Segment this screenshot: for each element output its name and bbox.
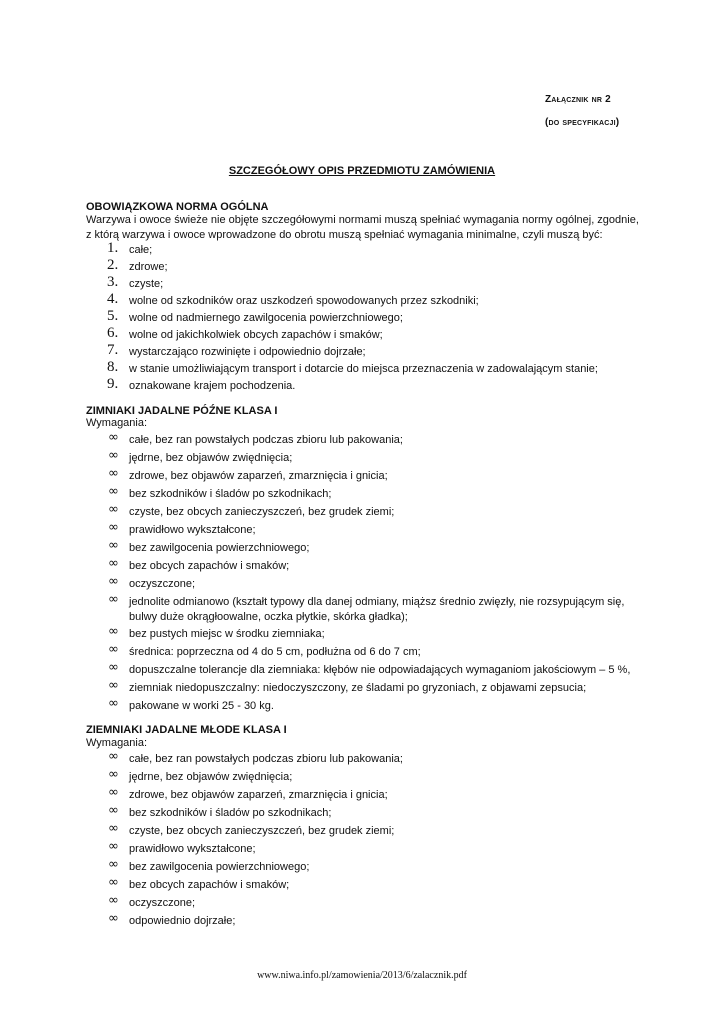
infinity-bullet-icon: ∞	[108, 520, 119, 535]
young-potatoes-heading: ZIEMNIAKI JADALNE MŁODE KLASA I	[86, 724, 287, 736]
list-item-text: całe, bez ran powstałych podczas zbioru lub pakowania;	[129, 753, 403, 765]
list-item-text: jędrne, bez objawów zwiędnięcia;	[129, 452, 293, 464]
infinity-bullet-icon: ∞	[108, 592, 119, 607]
list-item-text: jednolite odmianowo (kształt typowy dla danej odmiany, miąższ średnio zwięzły, nie rozsypującym się, bulwy duże okrągłoowalne, oczka płytkie, skórka gładka);	[129, 596, 625, 623]
list-item-text: wolne od jakichkolwiek obcych zapachów i smaków;	[129, 329, 383, 341]
infinity-bullet-icon: ∞	[108, 893, 119, 908]
list-item-text: pakowane w worki 25 - 30 kg.	[129, 700, 274, 712]
annex-number: Załącznik nr 2	[545, 94, 611, 105]
infinity-bullet-icon: ∞	[108, 678, 119, 693]
infinity-bullet-icon: ∞	[108, 556, 119, 571]
list-item-number: 2.	[107, 257, 119, 273]
general-norm-heading: OBOWIĄZKOWA NORMA OGÓLNA	[86, 201, 269, 213]
list-item-text: całe, bez ran powstałych podczas zbioru lub pakowania;	[129, 434, 403, 446]
list-item-text: całe;	[129, 244, 153, 256]
list-item-text: w stanie umożliwiającym transport i dotarcie do miejsca przeznaczenia w zadowalającym stanie;	[129, 363, 598, 375]
list-item-text: czyste;	[129, 278, 164, 290]
list-item-text: oczyszczone;	[129, 578, 196, 590]
list-item-number: 4.	[107, 291, 119, 307]
young-potatoes-requirements-label: Wymagania:	[86, 737, 148, 749]
list-item-number: 6.	[107, 325, 119, 341]
infinity-bullet-icon: ∞	[108, 803, 119, 818]
list-item-text: zdrowe, bez objawów zaparzeń, zmarznięcia i gnicia;	[129, 470, 388, 482]
infinity-bullet-icon: ∞	[108, 911, 119, 926]
list-item-text: prawidłowo wykształcone;	[129, 843, 256, 855]
infinity-bullet-icon: ∞	[108, 502, 119, 517]
list-item-text: ziemniak niedopuszczalny: niedoczyszczony, ze śladami po gryzoniach, z objawami zepsucia;	[129, 682, 587, 694]
infinity-bullet-icon: ∞	[108, 696, 119, 711]
late-potatoes-requirements-label: Wymagania:	[86, 417, 148, 429]
annex-note: (do specyfikacji)	[545, 117, 620, 128]
list-item-number: 9.	[107, 376, 119, 392]
list-item-text: średnica: poprzeczna od 4 do 5 cm, podłużna od 6 do 7 cm;	[129, 646, 421, 658]
list-item-text: jędrne, bez objawów zwiędnięcia;	[129, 771, 293, 783]
list-item-number: 3.	[107, 274, 119, 290]
infinity-bullet-icon: ∞	[108, 785, 119, 800]
document-title: SZCZEGÓŁOWY OPIS PRZEDMIOTU ZAMÓWIENIA	[228, 165, 496, 177]
list-item-text: zdrowe;	[129, 261, 168, 273]
list-item-text: odpowiednio dojrzałe;	[129, 915, 236, 927]
list-item-text: dopuszczalne tolerancje dla ziemniaka: kłębów nie odpowiadających wymaganiom jakościowym – 5 %,	[129, 664, 631, 676]
list-item-text: czyste, bez obcych zanieczyszczeń, bez grudek ziemi;	[129, 506, 395, 518]
infinity-bullet-icon: ∞	[108, 466, 119, 481]
list-item-text: bez pustych miejsc w środku ziemniaka;	[129, 628, 325, 640]
infinity-bullet-icon: ∞	[108, 538, 119, 553]
list-item-text: prawidłowo wykształcone;	[129, 524, 256, 536]
late-potatoes-heading: ZIMNIAKI JADALNE PÓŹNE KLASA I	[86, 405, 278, 417]
infinity-bullet-icon: ∞	[108, 448, 119, 463]
infinity-bullet-icon: ∞	[108, 624, 119, 639]
list-item-text: bez zawilgocenia powierzchniowego;	[129, 542, 310, 554]
infinity-bullet-icon: ∞	[108, 574, 119, 589]
infinity-bullet-icon: ∞	[108, 875, 119, 890]
list-item-text: oczyszczone;	[129, 897, 196, 909]
infinity-bullet-icon: ∞	[108, 430, 119, 445]
infinity-bullet-icon: ∞	[108, 839, 119, 854]
infinity-bullet-icon: ∞	[108, 749, 119, 764]
list-item-text: czyste, bez obcych zanieczyszczeń, bez grudek ziemi;	[129, 825, 395, 837]
infinity-bullet-icon: ∞	[108, 767, 119, 782]
list-item-number: 8.	[107, 359, 119, 375]
infinity-bullet-icon: ∞	[108, 857, 119, 872]
infinity-bullet-icon: ∞	[108, 642, 119, 657]
list-item-text: bez obcych zapachów i smaków;	[129, 879, 290, 891]
infinity-bullet-icon: ∞	[108, 821, 119, 836]
list-item-text: wolne od szkodników oraz uszkodzeń spowodowanych przez szkodniki;	[129, 295, 479, 307]
list-item-number: 7.	[107, 342, 119, 358]
list-item-number: 5.	[107, 308, 119, 324]
list-item-number: 1.	[107, 240, 119, 256]
infinity-bullet-icon: ∞	[108, 484, 119, 499]
list-item-text: bez obcych zapachów i smaków;	[129, 560, 290, 572]
infinity-bullet-icon: ∞	[108, 660, 119, 675]
list-item-text: bez szkodników i śladów po szkodnikach;	[129, 807, 332, 819]
list-item-text: bez szkodników i śladów po szkodnikach;	[129, 488, 332, 500]
list-item-text: wolne od nadmiernego zawilgocenia powierzchniowego;	[129, 312, 403, 324]
list-item-text: oznakowane krajem pochodzenia.	[129, 380, 296, 392]
list-item-text: bez zawilgocenia powierzchniowego;	[129, 861, 310, 873]
list-item-text: wystarczająco rozwinięte i odpowiednio dojrzałe;	[129, 346, 366, 358]
list-item-text: zdrowe, bez objawów zaparzeń, zmarznięcia i gnicia;	[129, 789, 388, 801]
footer-url: www.niwa.info.pl/zamowienia/2013/6/zalacznik.pdf	[257, 970, 467, 981]
general-norm-intro: Warzywa i owoce świeże nie objęte szczegółowymi normami muszą spełniać wymagania normy ogólnej, zgodnie, z którą warzywa i owoce wprowadzone do obrotu muszą spełniać wymagania minimalne, czyli muszą być:	[86, 214, 639, 241]
